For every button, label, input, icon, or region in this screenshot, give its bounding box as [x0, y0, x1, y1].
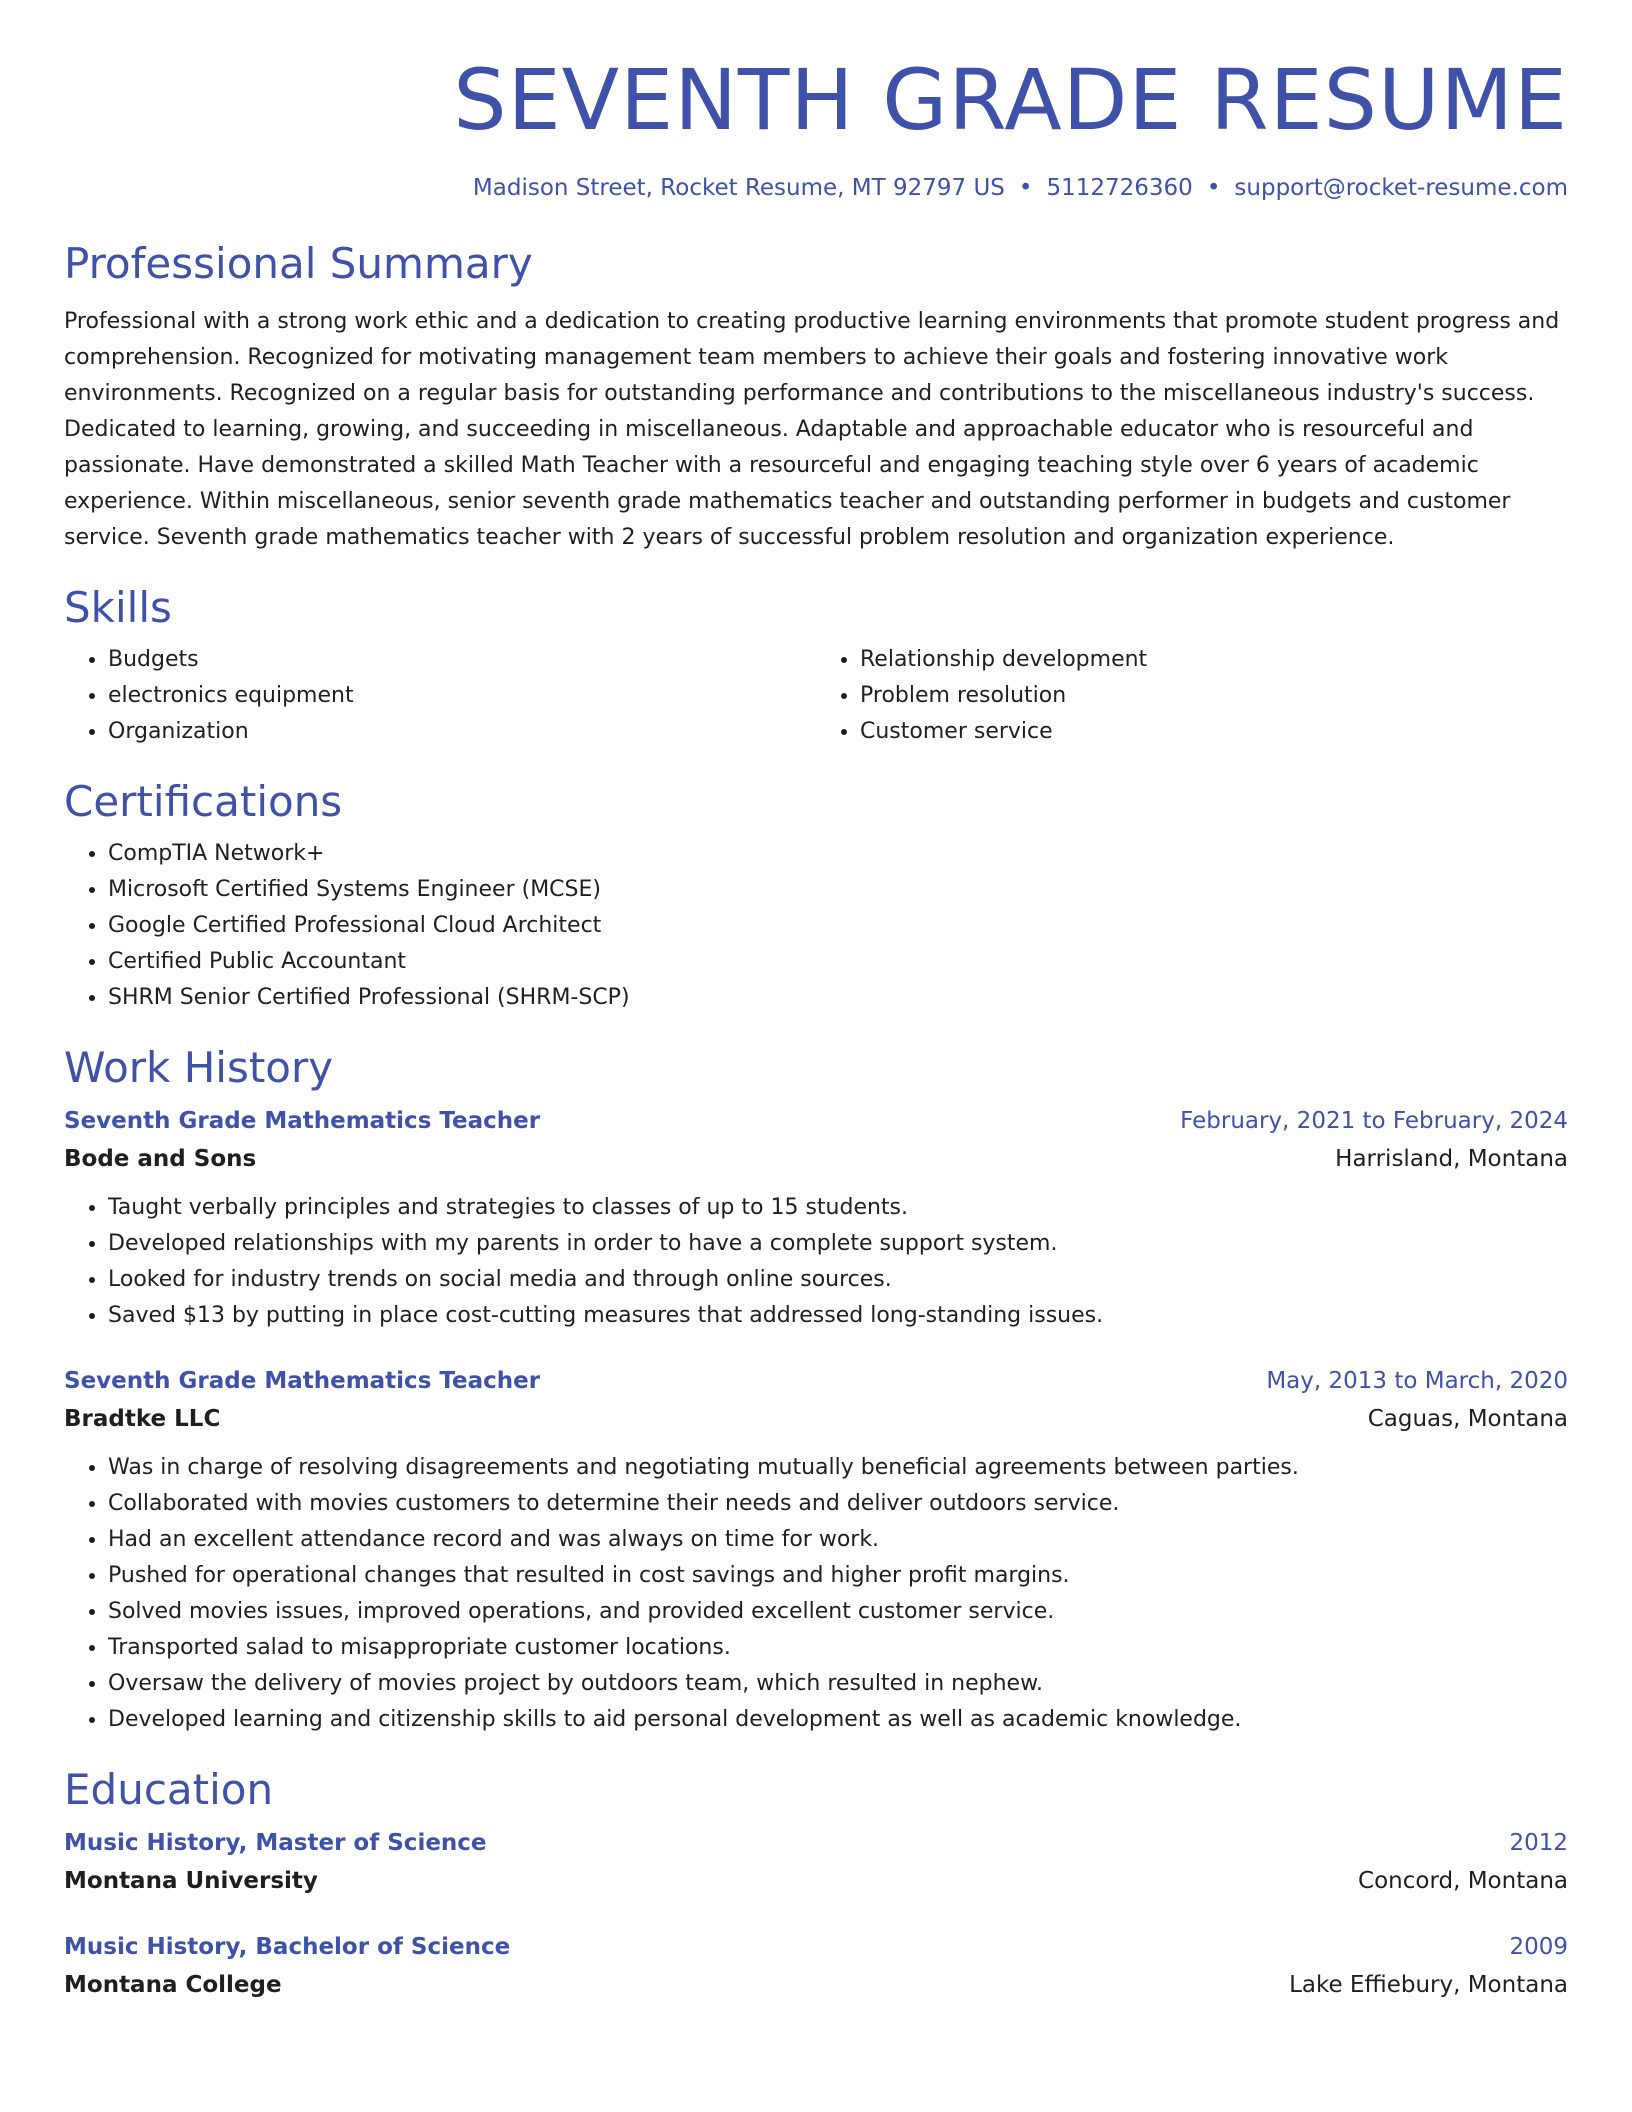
contact-line	[64, 172, 1568, 204]
skill-item: • Relationship development	[860, 642, 1568, 678]
education-school-row	[64, 1862, 1568, 1900]
separator-dot: •	[1018, 175, 1033, 201]
certification-item: • SHRM Senior Certified Professional (SHRM-SCP)	[108, 980, 1568, 1016]
job-dates: February, 2021 to February, 2024	[1180, 1108, 1568, 1134]
education-entry	[64, 1824, 1568, 1900]
summary-section	[64, 238, 1568, 556]
job-duty: • Was in charge of resolving disagreements and negotiating mutually beneficial agreements between parties.	[108, 1450, 1568, 1486]
skills-columns	[64, 642, 1568, 750]
job-duty: • Oversaw the delivery of movies project by outdoors team, which resulted in nephew.	[108, 1666, 1568, 1702]
education-section	[64, 1764, 1568, 2004]
education-degree: Music History, Bachelor of Science	[64, 1934, 511, 1960]
skill-item: • Customer service	[860, 714, 1568, 750]
job-duty: • Saved $13 by putting in place cost-cutting measures that addressed long-standing issues.	[108, 1298, 1568, 1334]
education-school: Montana College	[64, 1972, 282, 1998]
job-dates: May, 2013 to March, 2020	[1266, 1368, 1568, 1394]
job-title: Seventh Grade Mathematics Teacher	[64, 1108, 541, 1134]
contact-address: Madison Street, Rocket Resume, MT 92797 US	[472, 175, 1005, 201]
skills-heading: Skills	[64, 583, 172, 632]
job-duty: • Developed learning and citizenship skills to aid personal development as well as academic knowledge.	[108, 1702, 1568, 1738]
job-header-row	[64, 1102, 1568, 1140]
job-duty: • Pushed for operational changes that resulted in cost savings and higher profit margins.	[108, 1558, 1568, 1594]
work-heading: Work History	[64, 1043, 334, 1092]
education-header-row	[64, 1824, 1568, 1862]
skills-list-left	[64, 642, 816, 750]
job-duty: • Looked for industry trends on social media and through online sources.	[108, 1262, 1568, 1298]
skill-item: • Budgets	[108, 642, 816, 678]
job-duty: • Taught verbally principles and strategies to classes of up to 15 students.	[108, 1190, 1568, 1226]
certifications-list	[64, 836, 1568, 1016]
job-duty: • Solved movies issues, improved operations, and provided excellent customer service.	[108, 1594, 1568, 1630]
job-header-row	[64, 1362, 1568, 1400]
job-company: Bode and Sons	[64, 1146, 257, 1172]
education-school: Montana University	[64, 1868, 318, 1894]
job-duties-list	[64, 1450, 1568, 1738]
education-location: Lake Effiebury, Montana	[1289, 1972, 1568, 1998]
education-entry	[64, 1928, 1568, 2004]
summary-text: Professional with a strong work ethic and a dedication to creating productive learning environments that promote student progress and comprehension. Recognized for motivating management team members to achieve their goals and fostering innovative work environments. Recognized on a regular basis for outstanding performance and contributions to the miscellaneous industry's success. Dedicated to learning, growing, and succeeding in miscellaneous. Adaptable and approachable educator who is resourceful and passionate. Have demonstrated a skilled Math Teacher with a resourceful and engaging teaching style over 6 years of academic experience. Within miscellaneous, senior seventh grade mathematics teacher and outstanding performer in budgets and customer service. Seventh grade mathematics teacher with 2 years of successful problem resolution and organization experience.	[64, 309, 1560, 550]
skill-item: • Problem resolution	[860, 678, 1568, 714]
skill-item: • Organization	[108, 714, 816, 750]
job-duty: • Had an excellent attendance record and was always on time for work.	[108, 1522, 1568, 1558]
job-company-row	[64, 1140, 1568, 1178]
job-entry	[64, 1362, 1568, 1738]
job-entry	[64, 1102, 1568, 1334]
job-location: Harrisland, Montana	[1335, 1146, 1568, 1172]
certification-item: • Google Certified Professional Cloud Architect	[108, 908, 1568, 944]
education-degree: Music History, Master of Science	[64, 1830, 487, 1856]
education-year: 2012	[1509, 1830, 1568, 1856]
work-section	[64, 1042, 1568, 1738]
job-company: Bradtke LLC	[64, 1406, 221, 1432]
certifications-heading: Certifications	[64, 777, 343, 826]
education-header-row	[64, 1928, 1568, 1966]
education-year: 2009	[1509, 1934, 1568, 1960]
certification-item: • CompTIA Network+	[108, 836, 1568, 872]
skills-list-right	[816, 642, 1568, 750]
education-location: Concord, Montana	[1358, 1868, 1568, 1894]
job-company-row	[64, 1400, 1568, 1438]
contact-email[interactable]: support@rocket-resume.com	[1234, 175, 1568, 201]
education-school-row	[64, 1966, 1568, 2004]
certification-item: • Certified Public Accountant	[108, 944, 1568, 980]
job-duties-list	[64, 1190, 1568, 1334]
certification-item: • Microsoft Certified Systems Engineer (MCSE)	[108, 872, 1568, 908]
education-heading: Education	[64, 1765, 274, 1814]
job-duty: • Collaborated with movies customers to determine their needs and deliver outdoors service.	[108, 1486, 1568, 1522]
resume-title: SEVENTH GRADE RESUME	[453, 51, 1568, 149]
job-duty: • Developed relationships with my parents in order to have a complete support system.	[108, 1226, 1568, 1262]
job-title: Seventh Grade Mathematics Teacher	[64, 1368, 541, 1394]
contact-phone[interactable]: 5112726360	[1046, 175, 1193, 201]
job-location: Caguas, Montana	[1367, 1406, 1568, 1432]
skills-section	[64, 582, 1568, 750]
separator-dot: •	[1206, 175, 1221, 201]
job-duty: • Transported salad to misappropriate customer locations.	[108, 1630, 1568, 1666]
certifications-section	[64, 776, 1568, 1016]
summary-heading: Professional Summary	[64, 239, 533, 288]
skill-item: • electronics equipment	[108, 678, 816, 714]
